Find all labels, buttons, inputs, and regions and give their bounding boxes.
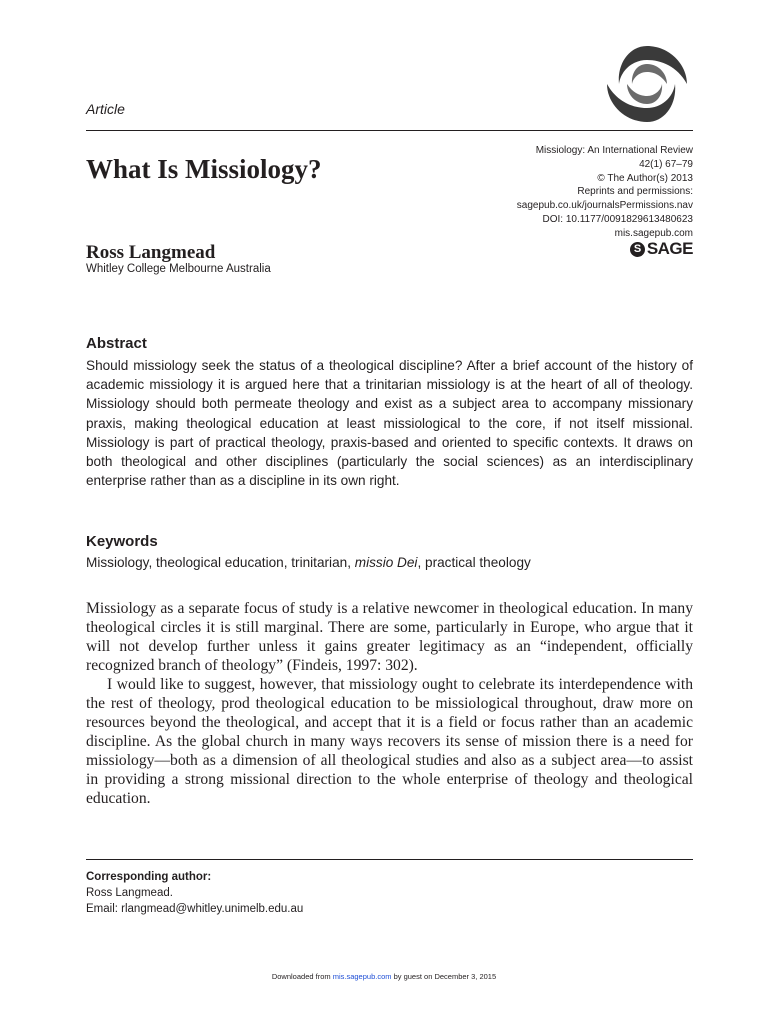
corresponding-heading: Corresponding author: [86, 871, 212, 883]
sage-logo-text: SAGE [646, 239, 693, 258]
corresponding-author [86, 869, 303, 917]
keywords-italic: missio Dei [354, 555, 418, 570]
sage-logo [630, 239, 693, 259]
author-name: Ross Langmead [86, 242, 216, 263]
abstract-heading: Abstract [86, 335, 147, 352]
download-link[interactable]: mis.sagepub.com [332, 972, 392, 981]
download-suffix: by guest on December 3, 2015 [391, 972, 497, 981]
corresponding-name: Ross Langmead. [86, 887, 173, 899]
keywords-list [86, 553, 693, 572]
header-divider [86, 130, 693, 131]
reprints-label: Reprints and permissions: [577, 186, 693, 198]
corresponding-email[interactable]: Email: rlangmead@whitley.unimelb.edu.au [86, 903, 304, 915]
sage-mark-icon: S [630, 242, 645, 257]
author-affiliation: Whitley College Melbourne Australia [86, 263, 271, 275]
swirl-logo-icon [603, 44, 691, 124]
body-paragraph: I would like to suggest, however, that missiology ought to celebrate its interdependence with the rest of theology, prod theological education to be missiological throughout, draw more on resources beyond the theological, and accept that it is a field or focus rather than an academic discipline. As the global church in many ways recovers its sense of mission there is a need for missiology—both as a dimension of all theological studies and also as a subject area—to assist in providing a strong missional direction to the whole enterprise of theology and theological education. [86, 676, 693, 807]
body-paragraph: Missiology as a separate focus of study is a relative newcomer in theological education. In many theological circles it is still marginal. There are some, particularly in Europe, who argue that it will not develop further unless it gains greater legitimacy as an “independent, officially recognized branch of theology” (Findeis, 1997: 302). [86, 600, 693, 674]
download-notice [0, 972, 768, 981]
journal-url[interactable]: mis.sagepub.com [614, 227, 693, 239]
article-body [86, 599, 693, 808]
journal-info [393, 144, 693, 241]
article-title: What Is Missiology? [86, 154, 322, 184]
journal-name: Missiology: An International Review [535, 145, 693, 156]
keywords-part1: Missiology, theological education, trinitarian, [86, 555, 355, 570]
article-type-label: Article [86, 101, 125, 117]
footnote-divider [86, 859, 693, 860]
download-prefix: Downloaded from [271, 972, 333, 981]
permissions-link[interactable]: sagepub.co.uk/journalsPermissions.nav [516, 200, 693, 212]
abstract-text: Should missiology seek the status of a theological discipline? After a brief account of the history of academic missiology it is argued here that a trinitarian missiology is at the heart of all of theology. Missiology should both permeate theology and exist as a subject area to accompany missionary praxis, making theological education at least missiological to the core, if not itself missional. Missiology is part of practical theology, praxis-based and oriented to specific contexts. It draws on both theological and other disciplines (particularly the social sciences) as an interdisciplinary enterprise rather than as a discipline in its own right. [86, 358, 693, 489]
copyright: © The Author(s) 2013 [597, 172, 693, 184]
keywords-heading: Keywords [86, 533, 158, 550]
doi[interactable]: DOI: 10.1177/0091829613480623 [542, 213, 693, 225]
journal-issue: 42(1) 67–79 [639, 158, 693, 170]
keywords-part3: , practical theology [417, 555, 531, 570]
